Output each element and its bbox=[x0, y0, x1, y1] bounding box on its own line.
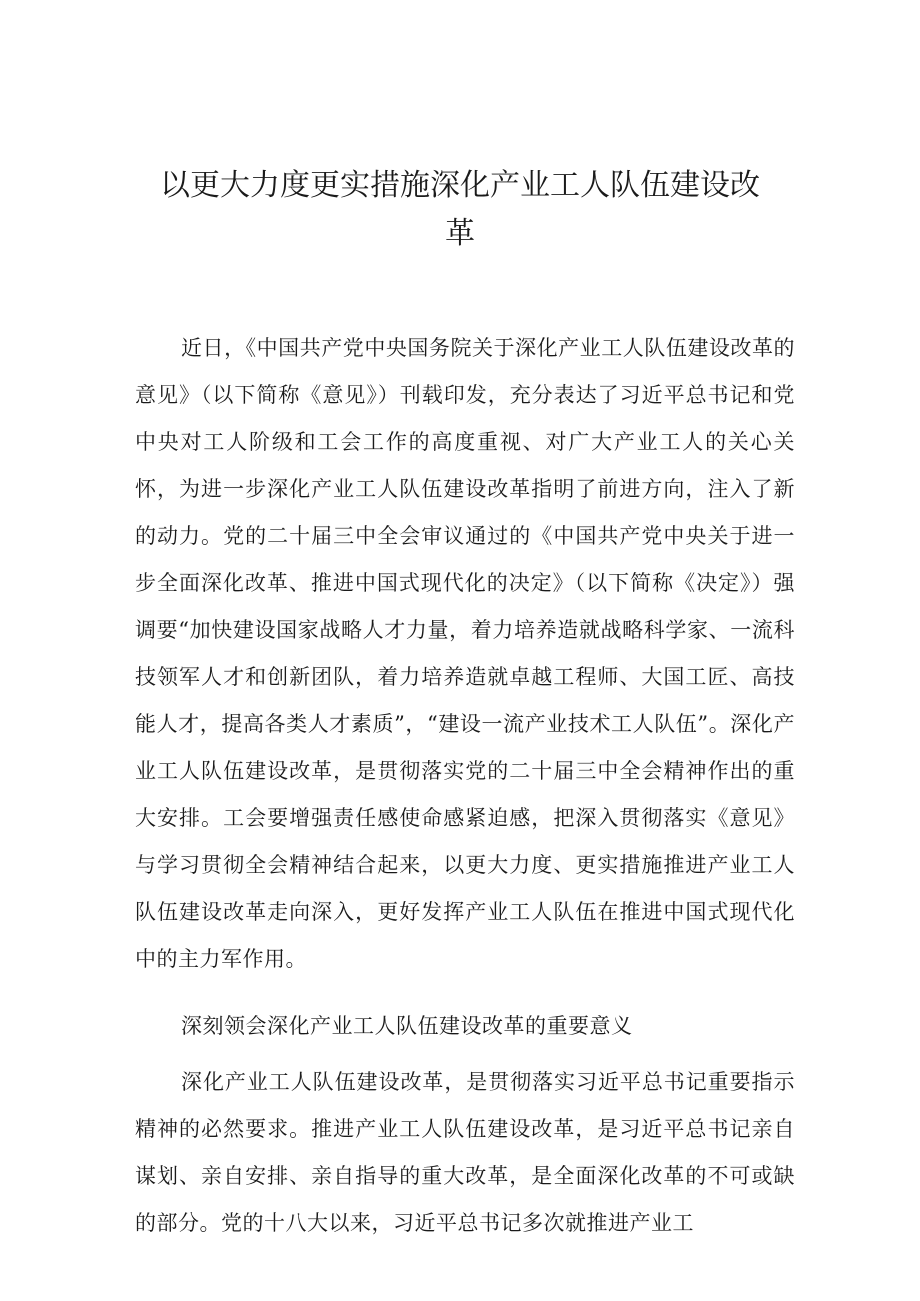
intro-paragraph: 近日，《中国共产党中央国务院关于深化产业工人队伍建设改革的意见》（以下简称《意见》）刊载印发，充分表达了习近平总书记和党中央对工人阶级和工会工作的高度重视、对广大产业工人的关心关怀，为进一步深化产业工人队伍建设改革指明了前进方向，注入了新的动力。党的二十届三中全会审议通过的《中国共产党中央关于进一步全面深化改革、推进中国式现代化的决定》（以下简称《决定》）强调要“加快建设国家战略人才力量，着力培养造就战略科学家、一流科技领军人才和创新团队，着力培养造就卓越工程师、大国工匠、高技能人才，提高各类人才素质”，“建设一流产业技术工人队伍”。深化产业工人队伍建设改革，是贯彻落实党的二十届三中全会精神作出的重大安排。工会要增强责任感使命感紧迫感，把深入贯彻落实《意见》与学习贯彻全会精神结合起来，以更大力度、更实措施推进产业工人队伍建设改革走向深入，更好发挥产业工人队伍在推进中国式现代化中的主力军作用。 bbox=[135, 336, 795, 971]
document-title-line-1: 以更大力度更实措施深化产业工人队伍建设改 bbox=[160, 168, 760, 203]
section-heading: 深刻领会深化产业工人队伍建设改革的重要意义 bbox=[181, 1014, 633, 1038]
section-paragraph: 深化产业工人队伍建设改革，是贯彻落实习近平总书记重要指示精神的必然要求。推进产业工人队伍建设改革，是习近平总书记亲自谋划、亲自安排、亲自指导的重大改革，是全面深化改革的不可或缺的部分。党的十八大以来，习近平总书记多次就推进产业工 bbox=[135, 1070, 795, 1235]
document-title-line-2: 革 bbox=[445, 216, 475, 251]
document-body bbox=[135, 325, 795, 1247]
